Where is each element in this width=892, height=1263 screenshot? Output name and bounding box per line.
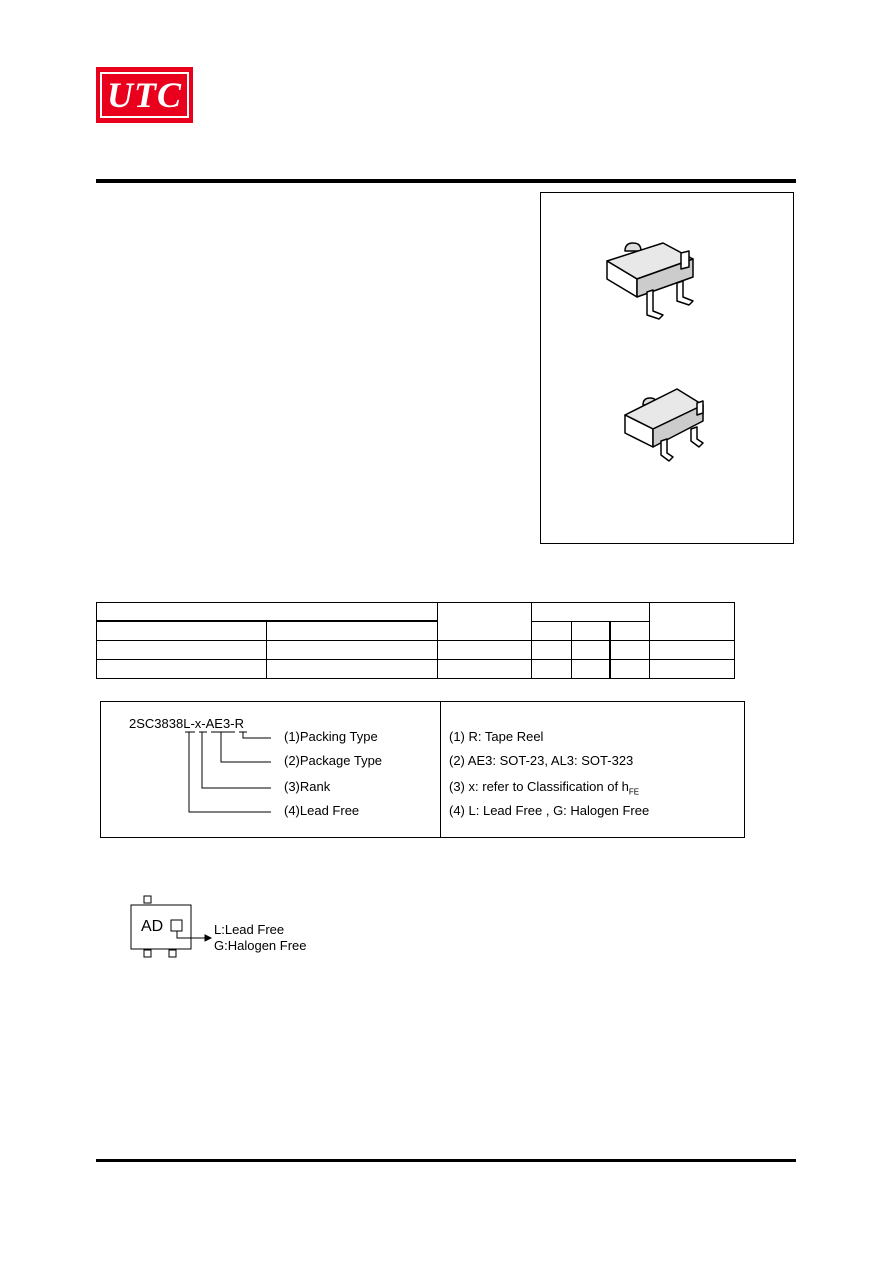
table-header-cell — [267, 621, 438, 641]
table-cell — [532, 641, 572, 660]
table-cell — [267, 641, 438, 660]
table-cell — [572, 641, 610, 660]
table-cell — [97, 641, 267, 660]
table-cell — [610, 641, 650, 660]
utc-logo — [96, 67, 193, 123]
table-header-cell — [438, 603, 532, 641]
table-header-cell — [532, 603, 650, 622]
marking-code: AD — [141, 918, 164, 935]
table-header-cell — [532, 621, 572, 641]
table-row — [97, 641, 735, 660]
legend-rank: (3)Rank — [284, 779, 331, 794]
table-cell — [438, 660, 532, 679]
code-rank: x — [194, 716, 202, 731]
part-number-decoder — [100, 701, 745, 838]
legend-packing-type: (1)Packing Type — [284, 729, 378, 744]
code-lead-free: L — [183, 716, 191, 731]
legend-package-type: (2)Package Type — [284, 753, 383, 768]
table-cell — [532, 660, 572, 679]
package-drawings — [541, 193, 793, 543]
sot323-package-icon — [625, 389, 703, 461]
table-header-cell — [97, 603, 438, 622]
marking-lead-free: L:Lead Free — [214, 922, 285, 937]
marking-halogen-free: G:Halogen Free — [214, 938, 307, 953]
table-cell — [650, 641, 735, 660]
table-cell — [267, 660, 438, 679]
table-header-cell — [572, 621, 610, 641]
code-separator: - — [201, 716, 206, 731]
table-cell — [97, 660, 267, 679]
code-separator: - — [230, 716, 235, 731]
table-header-cell — [610, 621, 650, 641]
marking-diagram — [130, 895, 330, 965]
header-rule — [96, 179, 796, 183]
note-lead-free: (4) L: Lead Free , G: Halogen Free — [449, 803, 650, 818]
code-prefix: 2SC3838 — [129, 716, 184, 731]
package-image-box — [540, 192, 794, 544]
code-separator: - — [190, 716, 195, 731]
table-cell — [650, 660, 735, 679]
note-packing: (1) R: Tape Reel — [449, 729, 544, 744]
footer-rule — [96, 1159, 796, 1162]
note-package: (2) AE3: SOT-23, AL3: SOT-323 — [449, 753, 634, 768]
table-header-cell — [650, 603, 735, 641]
table-header-cell — [97, 621, 267, 641]
table-row — [97, 660, 735, 679]
code-package: AE3 — [205, 716, 231, 731]
logo-frame — [100, 72, 189, 118]
table-cell — [610, 660, 650, 679]
logo-text: UTC — [107, 75, 182, 115]
code-packing: R — [234, 716, 244, 731]
code-connector-lines — [101, 702, 441, 837]
table-cell — [572, 660, 610, 679]
table-cell — [438, 641, 532, 660]
table-header-row — [97, 603, 735, 622]
table-subheader-row — [97, 621, 735, 641]
ordering-info-table — [96, 602, 735, 679]
note-rank: (3) x: refer to Classification of $h_{FE}$ — [449, 779, 640, 797]
legend-lead-free: (4)Lead Free — [284, 803, 360, 818]
sot23-package-icon — [607, 243, 693, 319]
